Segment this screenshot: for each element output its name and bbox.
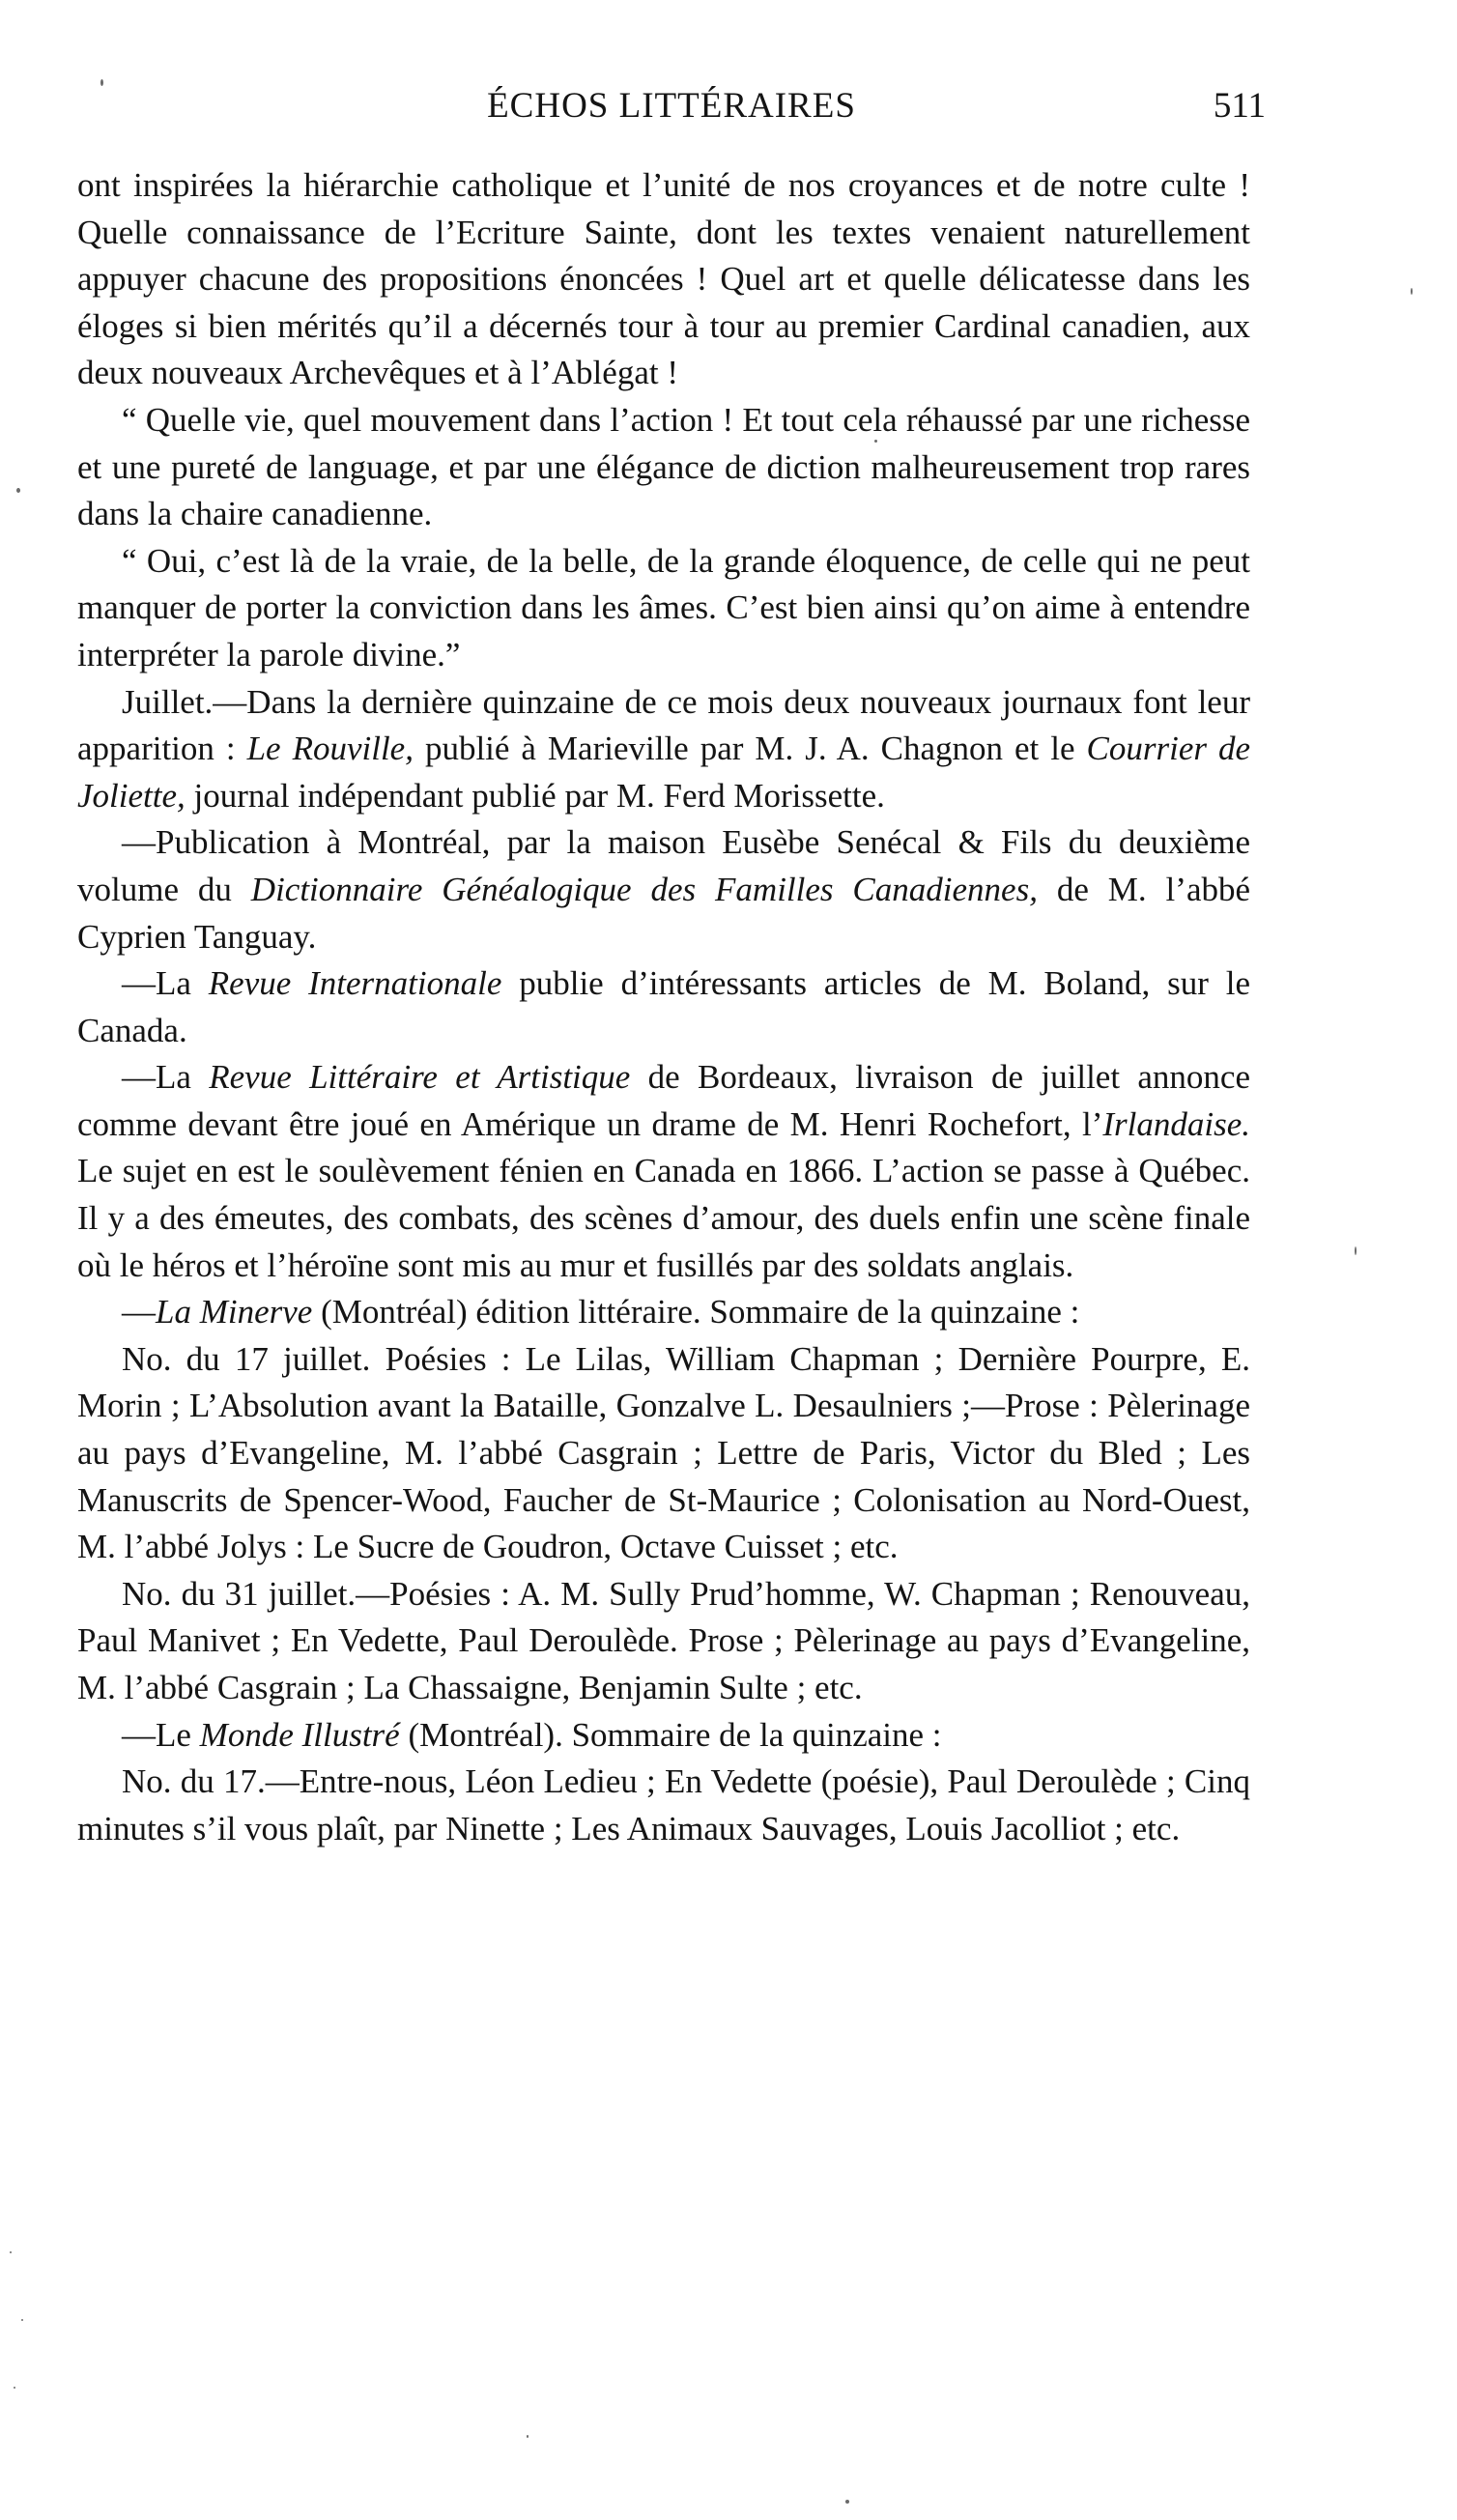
italic-title: Le Rouville, (246, 730, 414, 768)
text-run: No. du 17.—Entre-nous, Léon Ledieu ; En Vedette (poésie), Paul Deroulède ; Cinq minutes s’il vous plaît, par Ninette ; Les Animaux Sauvages, Louis Jacolliot ; etc. (77, 1762, 1250, 1847)
text-run: ont inspirées la hiérarchie catholique et l’unité de nos croyances et de notre culte ! Quelle connaissance de l’Ecriture Sainte, dont les textes venaient naturellement appuyer chacune des propositions énoncées ! Quel art et quelle délicatesse dans les éloges si bien mérités qu’il a décernés tour à tour au premier Cardinal canadien, aux deux nouveaux Archevêques et à l’Ablégat ! (77, 166, 1250, 392)
italic-title: La Minerve (156, 1293, 313, 1332)
paragraph-p4 (77, 679, 1250, 820)
text-run: (Montréal) édition littéraire. Sommaire de la quinzaine : (312, 1293, 1080, 1332)
text-run: de Bordeaux, livraison de juillet annonce comme devant être joué en Amérique un drame de M. Henri Rochefort, l’ (77, 1058, 1250, 1143)
scan-speck (845, 2500, 849, 2504)
text-run: Le sujet en est le soulèvement fénien en Canada en 1866. L’action se passe à Québec. Il y a des émeutes, des combats, des scènes d’amour, des duels enfin une scène finale où le héros et l’héroïne sont mis au mur et fusillés par des soldats anglais. (77, 1152, 1250, 1284)
paragraph-p7 (77, 1054, 1250, 1289)
paragraph-p1 (77, 162, 1250, 397)
text-run: journal indépendant publié par M. Ferd Morissette. (185, 776, 885, 815)
paragraph-p10 (77, 1571, 1250, 1712)
text-run: — (122, 1293, 156, 1332)
paragraph-p11 (77, 1712, 1250, 1760)
paragraph-p8 (77, 1289, 1250, 1336)
text-run: —La (122, 964, 209, 1003)
text-run: publié à Marieville par M. J. A. Chagnon et le (413, 730, 1087, 768)
text-run: publie d’intéressants articles de M. Boland, sur le Canada. (77, 964, 1251, 1049)
text-run: —Publication à Montréal, par la maison Eusèbe Senécal & Fils du deuxième volume du (77, 823, 1250, 908)
italic-title: Courrier de Joliette, (77, 730, 1251, 815)
text-run: —La (122, 1058, 210, 1097)
text-run: No. du 17 juillet. Poésies : Le Lilas, William Chapman ; Dernière Pourpre, E. Morin ; L’Absolution avant la Bataille, Gonzalve L. Desaulniers ;—Prose : Pèlerinage au pays d’Evangeline, M. l’abbé Casgrain ; Lettre de Paris, Victor du Bled ; Les Manuscrits de Spencer-Wood, Faucher de St-Maurice ; Colonisation au Nord-Ouest, M. l’abbé Jolys : Le Sucre de Goudron, Octave Cuisset ; etc. (77, 1339, 1250, 1566)
running-title: ÉCHOS LITTÉRAIRES (487, 86, 856, 126)
paragraph-p6 (77, 960, 1250, 1054)
scan-speck (527, 2435, 529, 2438)
text-run: —Le (122, 1715, 200, 1754)
text-run: “ Oui, c’est là de la vraie, de la belle, de la grande éloquence, de celle qui ne peut manquer de porter la conviction dans les âmes. C’est bien ainsi qu’on aime à entendre interpréter la parole divine.” (77, 541, 1250, 673)
scan-speck (1411, 288, 1413, 295)
scan-speck (100, 79, 103, 86)
text-run: No. du 31 juillet.—Poésies : A. M. Sully Prud’homme, W. Chapman ; Renouveau, Paul Manivet ; En Vedette, Paul Deroulède. Prose ; Pèlerinage au pays d’Evangeline, M. l’abbé Casgrain ; La Chassaigne, Benjamin Sulte ; etc. (77, 1574, 1250, 1706)
text-run: “ Quelle vie, quel mouvement dans l’action ! Et tout cela réhaussé par une richesse et une pureté de language, et par une élégance de diction malheureusement trop rares dans la chaire canadienne. (77, 400, 1250, 533)
paragraph-p2 (77, 397, 1250, 538)
text-run: Juillet.—Dans la dernière quinzaine de ce mois deux nouveaux journaux font leur apparition : (77, 682, 1250, 768)
scan-speck (10, 2251, 12, 2253)
italic-title: Revue Internationale (208, 964, 502, 1003)
scan-speck (1355, 1246, 1357, 1255)
text-run: de M. l’abbé Cyprien Tanguay. (77, 870, 1251, 956)
scan-speck (16, 488, 20, 493)
page-number: 511 (1213, 86, 1266, 126)
scan-speck (21, 2319, 23, 2321)
text-run: (Montréal). Sommaire de la quinzaine : (399, 1715, 942, 1754)
scan-speck (14, 2387, 15, 2389)
paragraph-p3 (77, 538, 1250, 679)
italic-title: Revue Littéraire et Artistique (209, 1058, 631, 1097)
italic-title: Monde Illustré (199, 1715, 400, 1754)
running-head (77, 85, 1266, 139)
paragraph-p12 (77, 1759, 1250, 1852)
paragraph-p5 (77, 819, 1250, 960)
paragraph-p9 (77, 1336, 1250, 1571)
body-text (77, 162, 1250, 1852)
italic-title: Dictionnaire Généalogique des Familles Canadiennes, (250, 870, 1038, 908)
scan-speck (874, 440, 877, 443)
italic-title: Irlandaise. (1102, 1104, 1250, 1143)
